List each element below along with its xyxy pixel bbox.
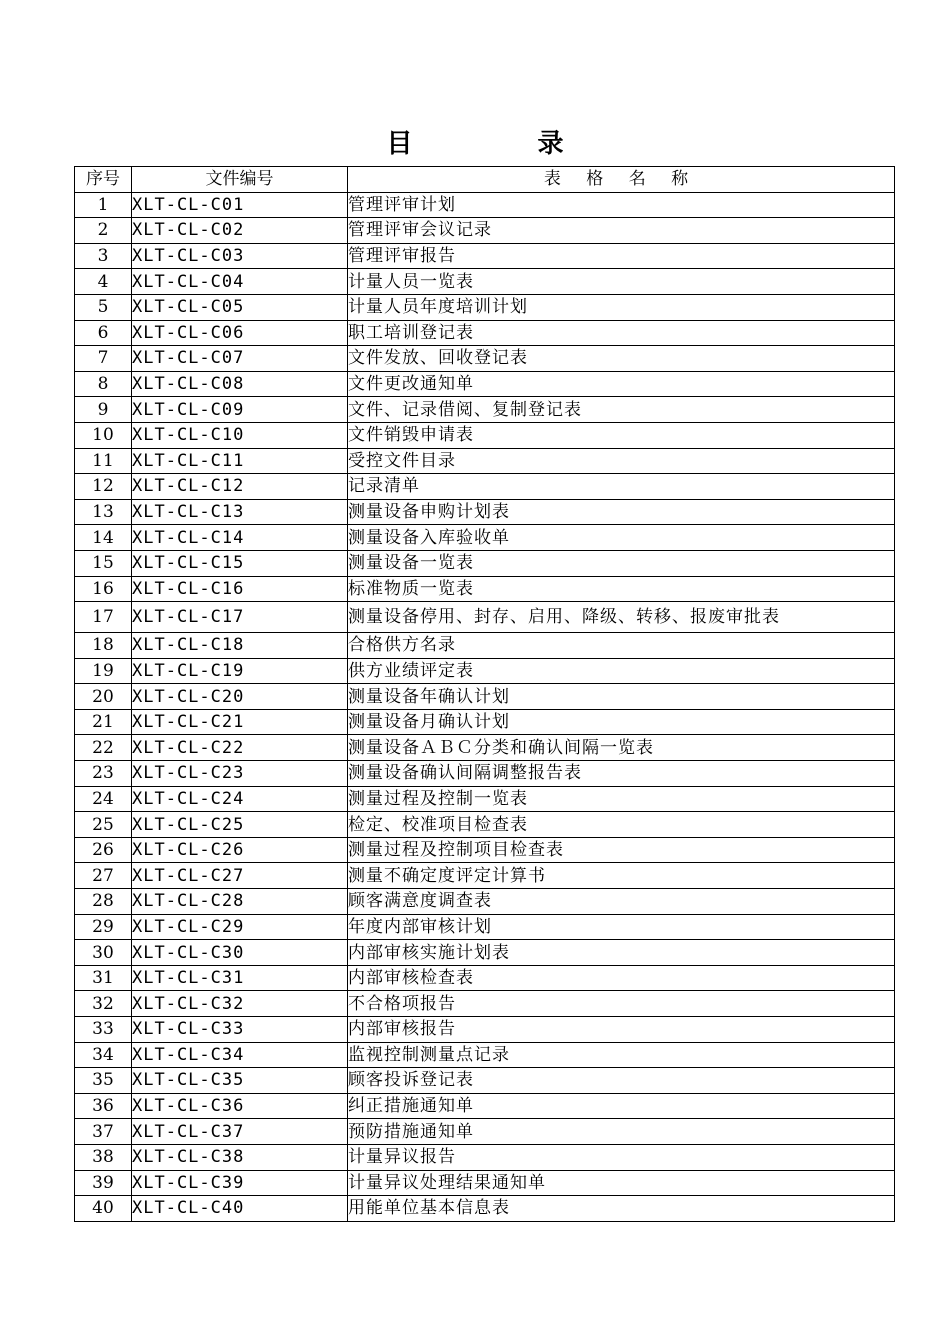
table-row [75,448,895,474]
table-row [75,371,895,397]
row-name: 职工培训登记表 [348,320,895,346]
row-name: 内部审核检查表 [348,965,895,991]
table-row [75,499,895,525]
row-code: XLT-CL-C19 [132,658,348,684]
row-code: XLT-CL-C22 [132,735,348,761]
row-seq: 23 [75,761,132,787]
row-code: XLT-CL-C40 [132,1196,348,1222]
table-row [75,786,895,812]
row-seq: 28 [75,889,132,915]
row-seq: 18 [75,633,132,659]
row-code: XLT-CL-C05 [132,294,348,320]
row-seq: 7 [75,346,132,372]
row-name: 测量设备ＡＢＣ分类和确认间隔一览表 [348,735,895,761]
row-code: XLT-CL-C15 [132,550,348,576]
table-row [75,218,895,244]
row-seq: 32 [75,991,132,1017]
row-code: XLT-CL-C02 [132,218,348,244]
row-seq: 29 [75,914,132,940]
row-name: 管理评审报告 [348,243,895,269]
table-row [75,658,895,684]
row-seq: 39 [75,1170,132,1196]
row-code: XLT-CL-C28 [132,889,348,915]
header-name: 表 格 名 称 [348,167,895,193]
row-seq: 9 [75,397,132,423]
table-row [75,1170,895,1196]
table-row [75,735,895,761]
table-row [75,761,895,787]
table-row [75,243,895,269]
row-seq: 14 [75,525,132,551]
row-name: 测量设备确认间隔调整报告表 [348,761,895,787]
row-seq: 2 [75,218,132,244]
row-code: XLT-CL-C38 [132,1144,348,1170]
row-name: 标准物质一览表 [348,576,895,602]
table-row [75,812,895,838]
row-seq: 36 [75,1093,132,1119]
row-seq: 15 [75,550,132,576]
row-code: XLT-CL-C29 [132,914,348,940]
table-row [75,1017,895,1043]
row-name: 管理评审会议记录 [348,218,895,244]
table-row [75,525,895,551]
row-name: 合格供方名录 [348,633,895,659]
table-row [75,991,895,1017]
row-seq: 19 [75,658,132,684]
toc-table [74,166,895,1222]
row-seq: 26 [75,837,132,863]
row-code: XLT-CL-C20 [132,684,348,710]
table-row [75,474,895,500]
row-seq: 10 [75,422,132,448]
row-seq: 11 [75,448,132,474]
table-row [75,576,895,602]
table-row [75,1119,895,1145]
page-title: 目 录 [386,129,622,159]
row-name: 不合格项报告 [348,991,895,1017]
row-code: XLT-CL-C10 [132,422,348,448]
row-code: XLT-CL-C36 [132,1093,348,1119]
row-code: XLT-CL-C21 [132,709,348,735]
row-code: XLT-CL-C35 [132,1068,348,1094]
row-name: 测量设备申购计划表 [348,499,895,525]
table-row [75,192,895,218]
table-row [75,863,895,889]
row-code: XLT-CL-C37 [132,1119,348,1145]
table-row [75,965,895,991]
table-row [75,1144,895,1170]
row-code: XLT-CL-C03 [132,243,348,269]
row-code: XLT-CL-C30 [132,940,348,966]
row-name: 文件、记录借阅、复制登记表 [348,397,895,423]
table-row [75,550,895,576]
table-row [75,269,895,295]
header-seq: 序号 [75,167,132,193]
table-row [75,633,895,659]
row-seq: 31 [75,965,132,991]
row-name: 计量人员年度培训计划 [348,294,895,320]
row-code: XLT-CL-C27 [132,863,348,889]
table-row [75,1093,895,1119]
row-code: XLT-CL-C07 [132,346,348,372]
row-seq: 30 [75,940,132,966]
row-code: XLT-CL-C13 [132,499,348,525]
row-code: XLT-CL-C11 [132,448,348,474]
row-seq: 24 [75,786,132,812]
row-seq: 16 [75,576,132,602]
row-code: XLT-CL-C09 [132,397,348,423]
row-seq: 34 [75,1042,132,1068]
row-name: 供方业绩评定表 [348,658,895,684]
row-name: 记录清单 [348,474,895,500]
table-row [75,422,895,448]
table-row [75,684,895,710]
row-code: XLT-CL-C32 [132,991,348,1017]
row-seq: 35 [75,1068,132,1094]
row-name: 纠正措施通知单 [348,1093,895,1119]
row-name: 计量异议处理结果通知单 [348,1170,895,1196]
row-name: 监视控制测量点记录 [348,1042,895,1068]
row-name: 测量不确定度评定计算书 [348,863,895,889]
table-row [75,320,895,346]
row-code: XLT-CL-C18 [132,633,348,659]
table-row [75,1042,895,1068]
row-name: 计量人员一览表 [348,269,895,295]
row-seq: 13 [75,499,132,525]
row-code: XLT-CL-C24 [132,786,348,812]
row-code: XLT-CL-C04 [132,269,348,295]
row-name: 顾客投诉登记表 [348,1068,895,1094]
row-code: XLT-CL-C01 [132,192,348,218]
table-row [75,1068,895,1094]
table-row [75,602,895,633]
row-code: XLT-CL-C33 [132,1017,348,1043]
row-code: XLT-CL-C16 [132,576,348,602]
table-row [75,709,895,735]
table-row [75,294,895,320]
row-name: 文件发放、回收登记表 [348,346,895,372]
row-seq: 17 [75,602,132,633]
row-code: XLT-CL-C08 [132,371,348,397]
row-seq: 1 [75,192,132,218]
row-code: XLT-CL-C14 [132,525,348,551]
row-seq: 3 [75,243,132,269]
row-code: XLT-CL-C39 [132,1170,348,1196]
row-code: XLT-CL-C23 [132,761,348,787]
row-seq: 22 [75,735,132,761]
row-code: XLT-CL-C31 [132,965,348,991]
table-row [75,940,895,966]
table-row [75,889,895,915]
table-row [75,346,895,372]
row-name: 内部审核报告 [348,1017,895,1043]
row-seq: 21 [75,709,132,735]
row-seq: 38 [75,1144,132,1170]
table-row [75,837,895,863]
row-name: 受控文件目录 [348,448,895,474]
row-seq: 40 [75,1196,132,1222]
row-code: XLT-CL-C25 [132,812,348,838]
row-seq: 5 [75,294,132,320]
header-code: 文件编号 [132,167,348,193]
row-name: 顾客满意度调查表 [348,889,895,915]
row-name: 检定、校准项目检查表 [348,812,895,838]
row-seq: 33 [75,1017,132,1043]
table-body [75,192,895,1221]
row-name: 测量过程及控制一览表 [348,786,895,812]
row-name: 文件更改通知单 [348,371,895,397]
row-seq: 4 [75,269,132,295]
row-code: XLT-CL-C06 [132,320,348,346]
row-name: 测量过程及控制项目检查表 [348,837,895,863]
row-code: XLT-CL-C34 [132,1042,348,1068]
row-seq: 12 [75,474,132,500]
row-name: 测量设备月确认计划 [348,709,895,735]
row-name: 测量设备入库验收单 [348,525,895,551]
row-name: 测量设备年确认计划 [348,684,895,710]
row-seq: 27 [75,863,132,889]
row-name: 用能单位基本信息表 [348,1196,895,1222]
table-row [75,914,895,940]
row-name: 管理评审计划 [348,192,895,218]
row-seq: 6 [75,320,132,346]
row-name: 预防措施通知单 [348,1119,895,1145]
row-seq: 8 [75,371,132,397]
row-name: 测量设备停用、封存、启用、降级、转移、报废审批表 [348,602,895,633]
row-code: XLT-CL-C26 [132,837,348,863]
table-row [75,397,895,423]
row-seq: 20 [75,684,132,710]
row-code: XLT-CL-C12 [132,474,348,500]
table-header-row [75,167,895,193]
row-name: 测量设备一览表 [348,550,895,576]
row-name: 年度内部审核计划 [348,914,895,940]
row-name: 内部审核实施计划表 [348,940,895,966]
row-code: XLT-CL-C17 [132,602,348,633]
row-name: 文件销毁申请表 [348,422,895,448]
table-row [75,1196,895,1222]
row-name: 计量异议报告 [348,1144,895,1170]
row-seq: 37 [75,1119,132,1145]
row-seq: 25 [75,812,132,838]
